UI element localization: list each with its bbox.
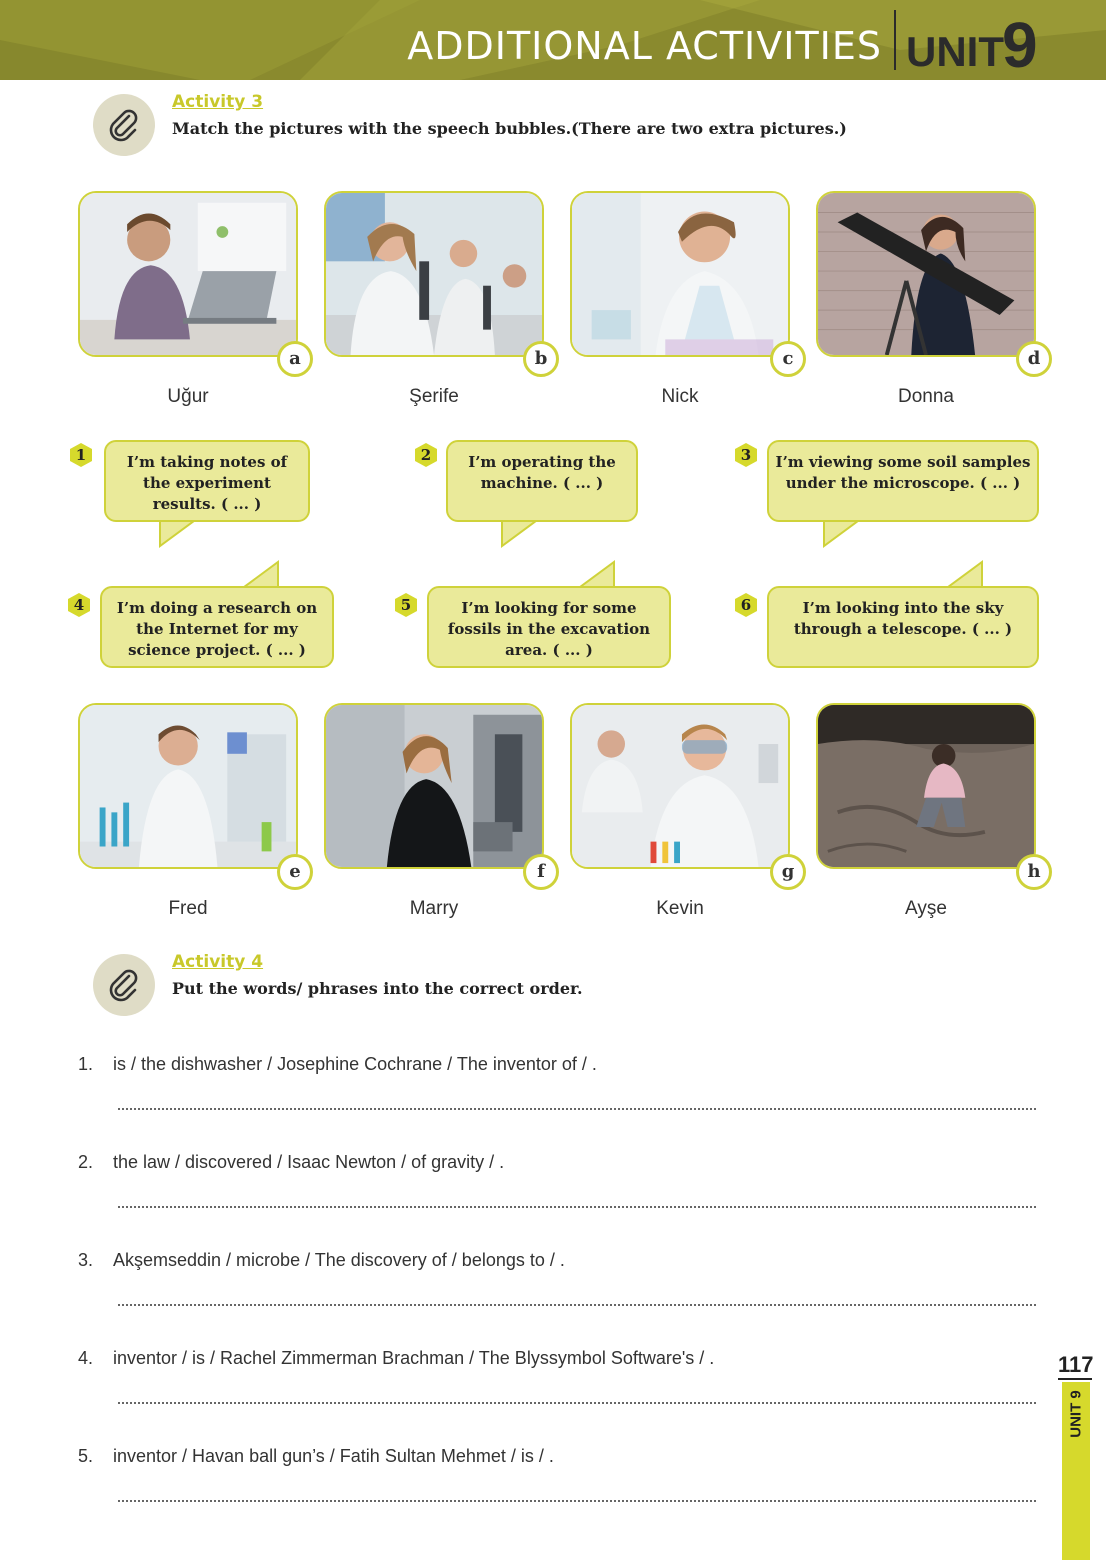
photo-h <box>816 703 1036 869</box>
paperclip-icon <box>93 94 155 156</box>
header-band <box>0 0 1106 80</box>
letter-badge-g: g <box>770 854 806 890</box>
bubble-tail-2 <box>500 518 544 548</box>
activity4-title: Activity 4 <box>172 952 264 972</box>
header-divider <box>894 10 896 70</box>
speech-bubble-1: I’m taking notes of the experiment results. ( ... ) <box>104 440 310 522</box>
answer-line[interactable] <box>118 1402 1036 1404</box>
photo-f <box>324 703 544 869</box>
photo-b <box>324 191 544 357</box>
page-number-rule <box>1058 1378 1092 1380</box>
exercise-prompt: the law / discovered / Isaac Newton / of gravity / . <box>113 1152 505 1172</box>
picture-name-b: Şerife <box>409 386 459 407</box>
bubble-number-6: 6 <box>733 592 759 618</box>
exercise-prompt: inventor / Havan ball gun’s / Fatih Sultan Mehmet / is / . <box>113 1446 554 1466</box>
bubble-tail-3 <box>822 518 866 548</box>
activity3-title: Activity 3 <box>172 92 264 112</box>
letter-badge-h: h <box>1016 854 1052 890</box>
picture-name-a: Uğur <box>167 386 209 407</box>
letter-badge-c: c <box>770 341 806 377</box>
photo-e <box>78 703 298 869</box>
activity4-instruction: Put the words/ phrases into the correct order. <box>172 979 583 998</box>
side-tab-label: UNIT 9 <box>1067 1390 1085 1438</box>
speech-bubble-4: I’m doing a research on the Internet for my science project. ( ... ) <box>100 586 334 668</box>
speech-bubble-5: I’m looking for some fossils in the excavation area. ( ... ) <box>427 586 671 668</box>
speech-bubble-6: I’m looking into the sky through a telescope. ( ... ) <box>767 586 1039 668</box>
letter-badge-d: d <box>1016 341 1052 377</box>
bubble-number-1: 1 <box>68 442 94 468</box>
picture-name-c: Nick <box>661 386 699 407</box>
exercise-number: 5. <box>78 1446 94 1466</box>
bubble-number-2: 2 <box>413 442 439 468</box>
photo-d <box>816 191 1036 357</box>
bubble-number-4: 4 <box>66 592 92 618</box>
unit-number: 9 <box>1002 9 1038 80</box>
answer-line[interactable] <box>118 1304 1036 1306</box>
photo-g <box>570 703 790 869</box>
letter-badge-b: b <box>523 341 559 377</box>
speech-bubble-2: I’m operating the machine. ( ... ) <box>446 440 638 522</box>
answer-line[interactable] <box>118 1206 1036 1208</box>
picture-name-d: Donna <box>898 386 954 407</box>
letter-badge-a: a <box>277 341 313 377</box>
exercise-number: 1. <box>78 1054 94 1074</box>
photo-a <box>78 191 298 357</box>
exercise-prompt: inventor / is / Rachel Zimmerman Brachman / The Blyssymbol Software's / . <box>113 1348 715 1368</box>
letter-badge-e: e <box>277 854 313 890</box>
paperclip-icon <box>93 954 155 1016</box>
picture-name-h: Ayşe <box>905 898 947 919</box>
picture-name-e: Fred <box>168 898 208 919</box>
answer-line[interactable] <box>118 1108 1036 1110</box>
picture-name-f: Marry <box>409 898 459 919</box>
exercise-prompt: Akşemseddin / microbe / The discovery of / belongs to / . <box>113 1250 565 1270</box>
exercise-number: 3. <box>78 1250 94 1270</box>
exercise-number: 4. <box>78 1348 94 1368</box>
page-number: 117 <box>1058 1352 1094 1377</box>
bubble-number-5: 5 <box>393 592 419 618</box>
photo-c <box>570 191 790 357</box>
picture-name-g: Kevin <box>656 898 704 919</box>
unit-label: UNIT <box>906 28 1004 75</box>
exercise-prompt: is / the dishwasher / Josephine Cochrane / The inventor of / . <box>113 1054 597 1074</box>
bubble-tail-1 <box>158 518 202 548</box>
bubble-number-3: 3 <box>733 442 759 468</box>
speech-bubble-3: I’m viewing some soil samples under the microscope. ( ... ) <box>767 440 1039 522</box>
exercise-number: 2. <box>78 1152 94 1172</box>
answer-line[interactable] <box>118 1500 1036 1502</box>
page-title: ADDITIONAL ACTIVITIES <box>407 24 882 68</box>
letter-badge-f: f <box>523 854 559 890</box>
activity3-instruction: Match the pictures with the speech bubbles.(There are two extra pictures.) <box>172 119 847 138</box>
